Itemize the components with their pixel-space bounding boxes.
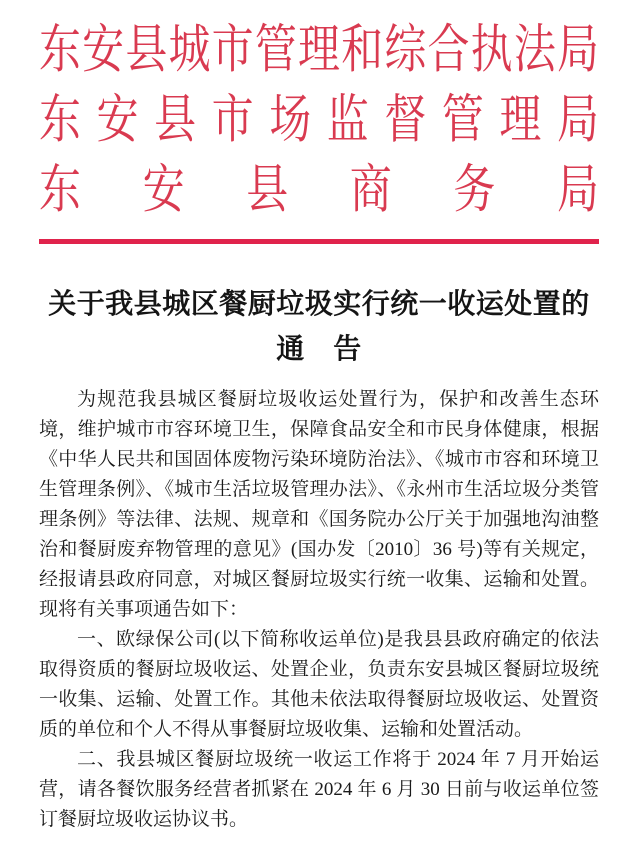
document-content	[39, 0, 599, 835]
red-divider-rule	[39, 239, 599, 244]
agency-letterhead	[39, 16, 599, 226]
body-paragraph-item-1: 一、欧绿保公司(以下简称收运单位)是我县县政府确定的依法取得资质的餐厨垃圾收运、处置企业，负责东安县城区餐厨垃圾统一收集、运输、处置工作。其他未依法取得餐厨垃圾收运、处置资质的单位和个人不得从事餐厨垃圾收集、运输和处置活动。	[39, 629, 599, 740]
notice-title	[39, 282, 599, 372]
agency-line-market-supervision: 东安县市场监督管理局	[39, 92, 599, 150]
agency-line-urban-management: 东安县城市管理和综合执法局	[39, 22, 599, 80]
notice-body	[39, 385, 599, 835]
notice-title-line-2: 通 告	[276, 334, 362, 365]
body-paragraph-preamble: 为规范我县城区餐厨垃圾收运处置行为，保护和改善生态环境，维护城市市容环境卫生，保障食品安全和市民身体健康，根据《中华人民共和国固体废物污染环境防治法》、《城市市容和环境卫生管理条例》、《城市生活垃圾管理办法》、《永州市生活垃圾分类管理条例》等法律、法规、规章和《国务院办公厅关于加强地沟油整治和餐厨废弃物管理的意见》(国办发〔2010〕36 号)等有关规定，经报请县政府同意，对城区餐厨垃圾实行统一收集、运输和处置。现将有关事项通告如下：	[39, 389, 599, 620]
body-paragraph-item-2: 二、我县城区餐厨垃圾统一收运工作将于 2024 年 7 月开始运营，请各餐饮服务经营者抓紧在 2024 年 6 月 30 日前与收运单位签订餐厨垃圾收运协议书。	[39, 749, 599, 830]
agency-line-commerce-bureau: 东安县商务局	[39, 162, 599, 220]
notice-title-line-1: 关于我县城区餐厨垃圾实行统一收运处置的	[48, 289, 590, 320]
